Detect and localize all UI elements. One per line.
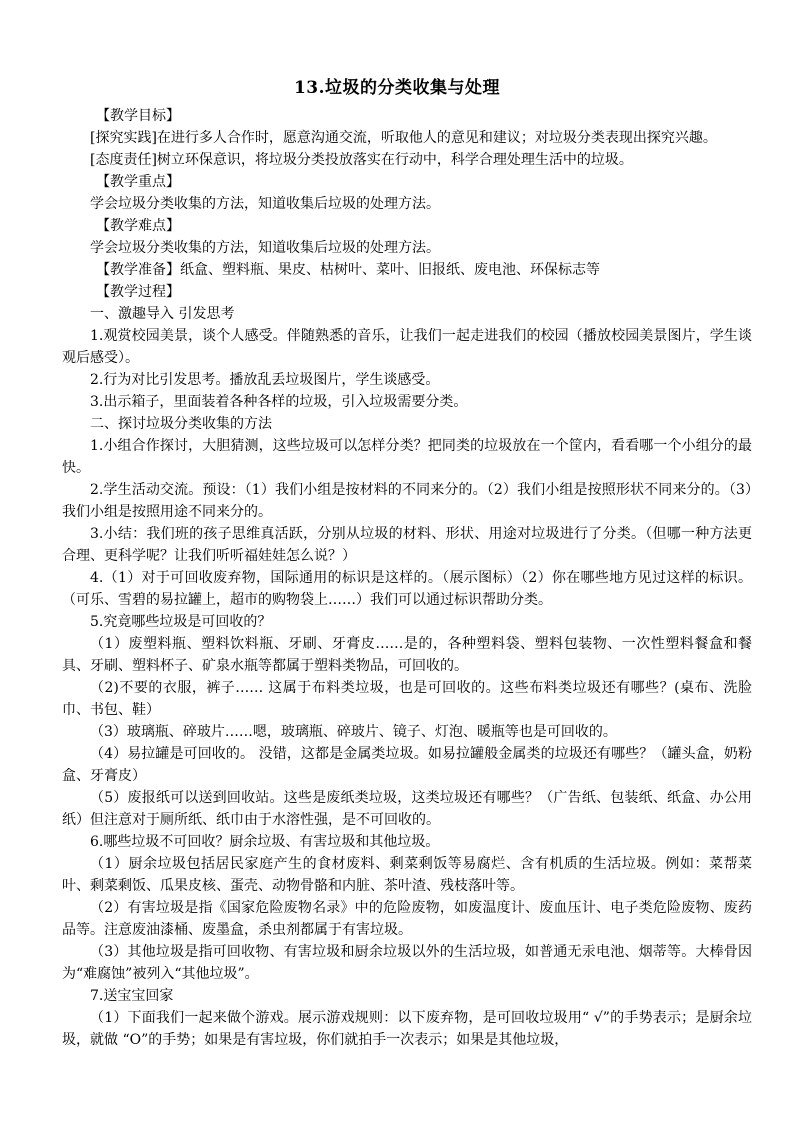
paragraph: （1）废塑料瓶、塑料饮料瓶、牙刷、牙膏皮……是的，各种塑料袋、塑料包装物、一次性塑料餐盒和餐具、牙刷、塑料杯子、矿泉水瓶等都属于塑料类物品，可回收的。 [62, 636, 752, 674]
paragraph: [探究实践]在进行多人合作时，愿意沟通交流，听取他人的意见和建议；对垃圾分类表现出探究兴趣。 [90, 130, 717, 146]
heading-objectives: 【教学目标】 [96, 108, 180, 124]
heading-key-points: 【教学重点】 [96, 174, 180, 190]
paragraph: （2）有害垃圾是指《国家危险废物名录》中的危险废物，如废温度计、废血压计、电子类危险废物、废药品等。注意废油漆桶、废墨盒，杀虫剂都属于有害垃圾。 [62, 900, 752, 938]
document-body [62, 105, 752, 1051]
paragraph: （1）下面我们一起来做个游戏。展示游戏规则：以下废弃物，是可回收垃圾用“ √”的手势表示；是厨余垃圾，就做 “O”的手势；如果是有害垃圾，你们就拍手一次表示；如果是其他垃圾， [62, 1010, 752, 1048]
paragraph: 学会垃圾分类收集的方法，知道收集后垃圾的处理方法。 [90, 240, 440, 256]
paragraph: 3.出示箱子，里面装着各种各样的垃圾，引入垃圾需要分类。 [90, 394, 468, 410]
paragraph: （3）其他垃圾是指可回收物、有害垃圾和厨余垃圾以外的生活垃圾，如普通无汞电池、烟蒂等。大棒骨因为“难腐蚀”被列入“其他垃圾”。 [62, 944, 752, 982]
paragraph: 学会垃圾分类收集的方法，知道收集后垃圾的处理方法。 [90, 196, 440, 212]
heading-preparation: 【教学准备】纸盒、塑料瓶、果皮、枯树叶、菜叶、旧报纸、废电池、环保标志等 [96, 262, 600, 278]
paragraph: 4.（1）对于可回收废弃物，国际通用的标识是这样的。（展示图标）（2）你在哪些地方见过这样的标识。（可乐、雪碧的易拉罐上，超市的购物袋上……）我们可以通过标识帮助分类。 [62, 570, 752, 608]
document-title: 13.垃圾的分类收集与处理 [293, 78, 501, 98]
paragraph: 1.小组合作探讨，大胆猜测，这些垃圾可以怎样分类？把同类的垃圾放在一个筐内，看看哪一个小组分的最快。 [62, 438, 752, 476]
paragraph: （3）玻璃瓶、碎玻片……嗯，玻璃瓶、碎玻片、镜子、灯泡、暖瓶等也是可回收的。 [90, 724, 617, 740]
paragraph: [态度责任]树立环保意识，将垃圾分类投放落实在行动中，科学合理处理生活中的垃圾。 [90, 152, 633, 168]
paragraph: 2.行为对比引发思考。播放乱丢垃圾图片，学生谈感受。 [90, 372, 440, 388]
paragraph: 6.哪些垃圾不可回收？厨余垃圾、有害垃圾和其他垃圾。 [90, 834, 440, 850]
paragraph: 5.究竟哪些垃圾是可回收的？ [90, 614, 272, 630]
paragraph: 2.学生活动交流。预设：（1）我们小组是按材料的不同来分的。（2）我们小组是按照形状不同来分的。（3）我们小组是按照用途不同来分的。 [62, 482, 752, 520]
paragraph: （5）废报纸可以送到回收站。这些是废纸类垃圾，这类垃圾还有哪些？（广告纸、包装纸、纸盒、办公用纸）但注意对于厕所纸、纸巾由于水溶性强，是不可回收的。 [62, 790, 752, 828]
paragraph: 3.小结：我们班的孩子思维真活跃，分别从垃圾的材料、形状、用途对垃圾进行了分类。（但哪一种方法更合理、更科学呢？让我们听听福娃娃怎么说？） [62, 526, 752, 564]
paragraph: 7.送宝宝回家 [90, 988, 174, 1004]
heading-process: 【教学过程】 [96, 284, 180, 300]
section-heading: 二、探讨垃圾分类收集的方法 [90, 416, 272, 432]
paragraph: 1.观赏校园美景，谈个人感受。伴随熟悉的音乐，让我们一起走进我们的校园（播放校园美景图片，学生谈观后感受）。 [62, 328, 752, 366]
paragraph: （4）易拉罐是可回收的。 没错，这都是金属类垃圾。如易拉罐般金属类的垃圾还有哪些？（罐头盒，奶粉盒、牙膏皮） [62, 746, 752, 784]
heading-difficulties: 【教学难点】 [96, 218, 180, 234]
paragraph: （1）厨余垃圾包括居民家庭产生的食材废料、剩菜剩饭等易腐烂、含有机质的生活垃圾。例如：菜帮菜叶、剩菜剩饭、瓜果皮核、蛋壳、动物骨骼和内脏、茶叶渣、残枝落叶等。 [62, 856, 752, 894]
paragraph: （2)不要的衣服，裤子…… 这属于布料类垃圾，也是可回收的。这些布料类垃圾还有哪些？(桌布、洗脸巾、书包、鞋） [62, 680, 752, 718]
section-heading: 一、激趣导入 引发思考 [90, 306, 235, 322]
